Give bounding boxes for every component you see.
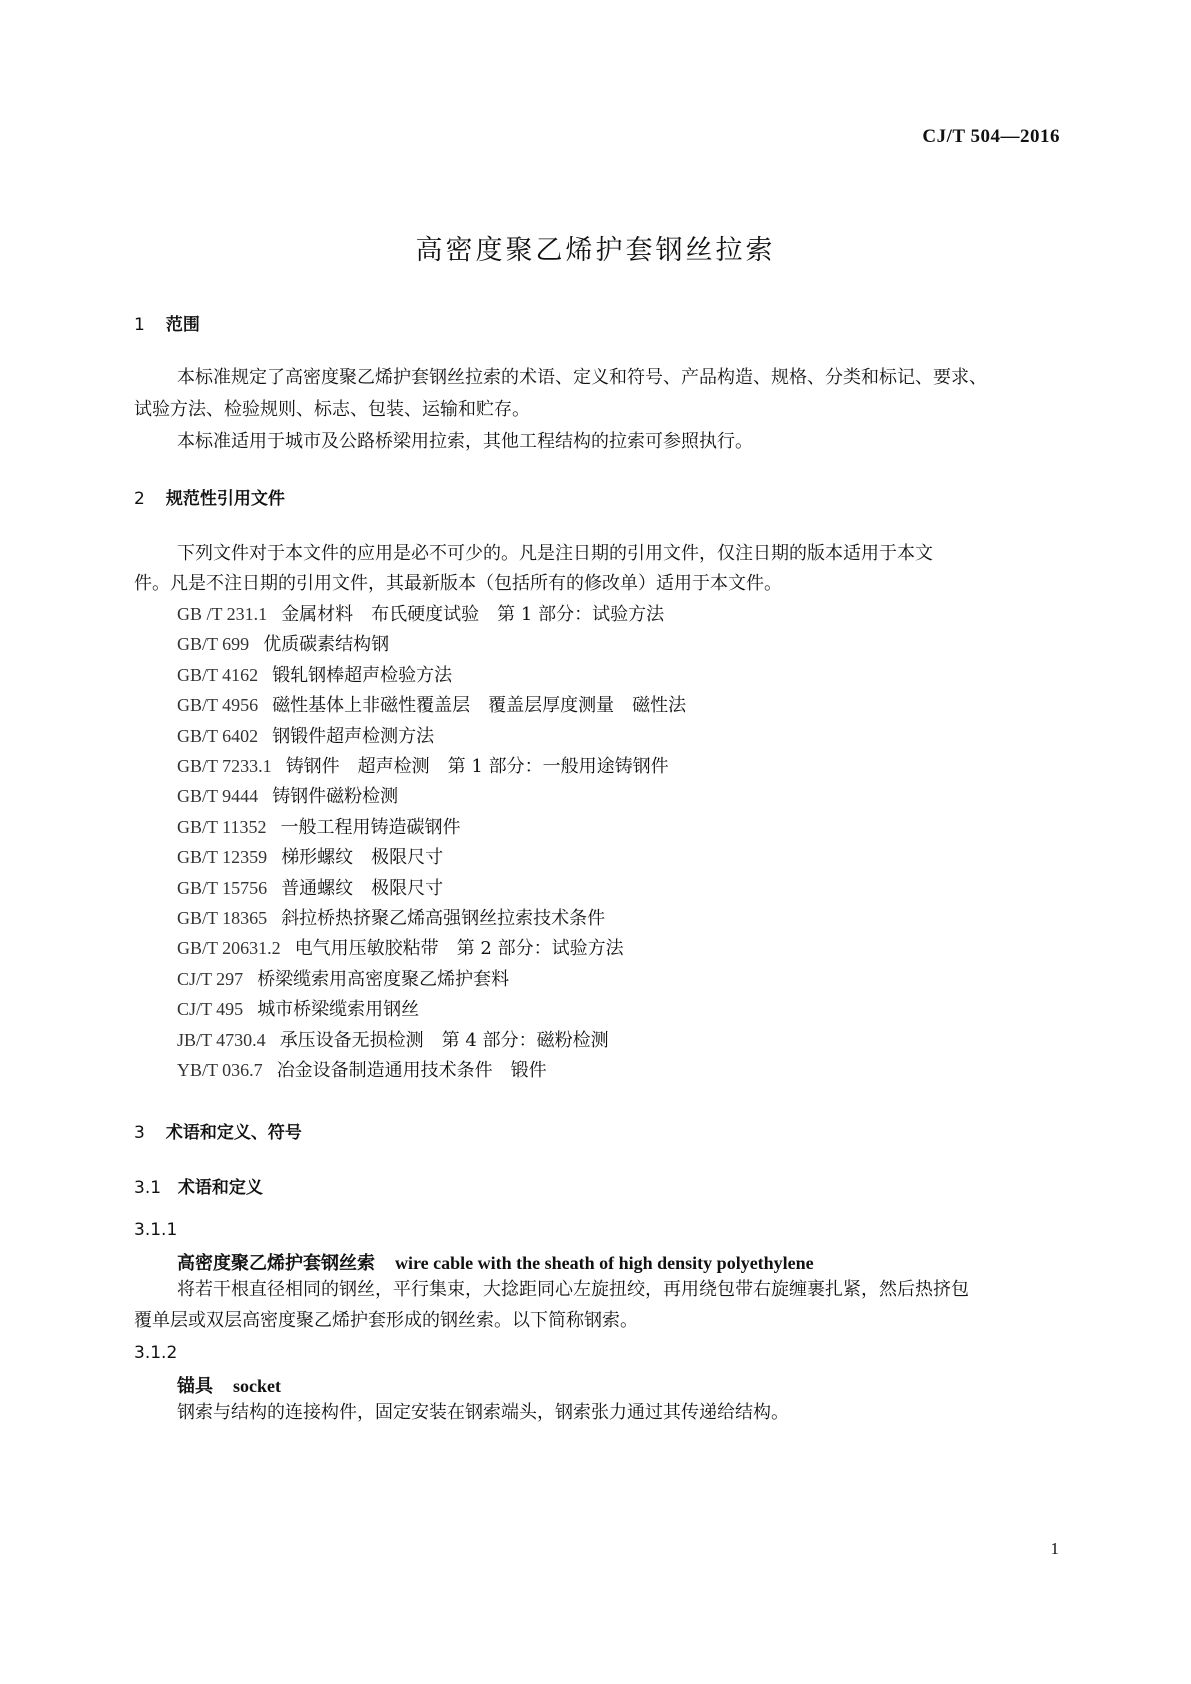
reference-title: 桥梁缆索用高密度聚乙烯护套料	[257, 968, 510, 990]
reference-code: GB/T 9444	[177, 786, 259, 807]
term-definition: 将若干根直径相同的钢丝，平行集束，大捻距同心左旋扭绞，再用绕包带右旋缠裹扎紧，然后热挤包	[177, 1279, 969, 1300]
section-number: 3	[134, 1123, 145, 1143]
reference-item	[177, 995, 419, 1021]
subsection-number: 3.1	[134, 1178, 162, 1198]
term-english: socket	[233, 1376, 281, 1396]
reference-code: GB/T 699	[177, 634, 250, 655]
reference-title: 锻轧钢棒超声检验方法	[272, 664, 453, 686]
reference-item	[177, 904, 605, 930]
reference-title: 梯形螺纹 极限尺寸	[281, 847, 444, 869]
section-1-heading	[134, 310, 200, 335]
term-definition: 钢索与结构的连接构件，固定安装在钢索端头，钢索张力通过其传递给结构。	[177, 1402, 789, 1423]
reference-code: GB/T 6402	[177, 725, 259, 746]
section-title: 范围	[165, 315, 200, 335]
reference-item	[177, 630, 389, 656]
term-entry	[177, 1372, 281, 1398]
reference-title: 冶金设备制造通用技术条件 锻件	[276, 1060, 547, 1081]
reference-code: GB/T 15756	[177, 877, 268, 898]
reference-item	[177, 874, 443, 900]
reference-item	[177, 1026, 609, 1052]
reference-title: 磁性基体上非磁性覆盖层 覆盖层厚度测量 磁性法	[272, 695, 687, 717]
reference-title: 金属材料 布氏硬度试验 第 1 部分：试验方法	[281, 604, 665, 625]
paragraph: 下列文件对于本文件的应用是必不可少的。凡是注日期的引用文件，仅注日期的版本适用于本文	[177, 543, 933, 564]
reference-code: CJ/T 495	[177, 999, 244, 1020]
term-definition-cont: 覆单层或双层高密度聚乙烯护套形成的钢丝索。以下简称钢索。	[134, 1310, 638, 1331]
reference-title: 铸钢件 超声检测 第 1 部分：一般用途铸钢件	[285, 756, 669, 777]
reference-code: CJ/T 297	[177, 968, 244, 989]
reference-code: GB/T 7233.1	[177, 756, 272, 776]
section-number: 2	[134, 489, 145, 509]
document-title: 高密度聚乙烯护套钢丝拉索	[415, 235, 776, 266]
reference-code: GB/T 20631.2	[177, 938, 281, 959]
reference-item	[177, 1056, 547, 1082]
subsection-3-1-heading	[134, 1173, 263, 1198]
reference-code: JB/T 4730.4	[177, 1029, 266, 1050]
reference-item	[177, 813, 461, 839]
section-3-heading	[134, 1118, 302, 1143]
standard-code: CJ/T 504—2016	[922, 126, 1060, 147]
term-chinese: 高密度聚乙烯护套钢丝索	[177, 1253, 375, 1274]
section-title: 术语和定义、符号	[165, 1123, 302, 1143]
reference-code: GB /T 231.1	[177, 604, 268, 624]
reference-item	[177, 782, 398, 808]
paragraph: 本标准规定了高密度聚乙烯护套钢丝拉索的术语、定义和符号、产品构造、规格、分类和标记、要求、	[177, 367, 987, 388]
paragraph-cont: 试验方法、检验规则、标志、包装、运输和贮存。	[134, 399, 530, 420]
subsection-title: 术语和定义	[177, 1178, 263, 1198]
reference-title: 普通螺纹 极限尺寸	[281, 877, 444, 899]
reference-item	[177, 752, 669, 778]
reference-title: 优质碳素结构钢	[263, 634, 390, 656]
section-title: 规范性引用文件	[165, 489, 285, 509]
reference-item	[177, 934, 624, 960]
reference-title: 斜拉桥热挤聚乙烯高强钢丝拉索技术条件	[281, 908, 606, 929]
reference-code: YB/T 036.7	[177, 1060, 263, 1080]
reference-code: GB/T 12359	[177, 847, 268, 868]
term-entry	[177, 1249, 814, 1275]
term-english: wire cable with the sheath of high density polyethylene	[395, 1253, 814, 1273]
reference-item	[177, 722, 434, 748]
reference-title: 一般工程用铸造碳钢件	[280, 816, 461, 838]
reference-title: 城市桥梁缆索用钢丝	[257, 999, 420, 1021]
paragraph: 本标准适用于城市及公路桥梁用拉索，其他工程结构的拉索可参照执行。	[177, 431, 753, 452]
reference-code: GB/T 4956	[177, 695, 259, 716]
reference-item	[177, 843, 443, 869]
section-number: 1	[134, 315, 145, 335]
reference-code: GB/T 4162	[177, 664, 259, 685]
reference-title: 钢锻件超声检测方法	[272, 725, 435, 747]
reference-title: 铸钢件磁粉检测	[272, 786, 399, 808]
page-number: 1	[1050, 1539, 1059, 1558]
section-2-heading	[134, 484, 285, 509]
reference-item	[177, 600, 664, 626]
reference-code: GB/T 18365	[177, 908, 268, 928]
reference-code: GB/T 11352	[177, 816, 267, 837]
term-number: 3.1.2	[134, 1343, 178, 1363]
term-number: 3.1.1	[134, 1220, 178, 1240]
reference-item	[177, 661, 452, 687]
reference-title: 电气用压敏胶粘带 第 2 部分：试验方法	[294, 938, 624, 960]
paragraph-cont: 件。凡是不注日期的引用文件，其最新版本（包括所有的修改单）适用于本文件。	[134, 573, 782, 594]
reference-item	[177, 691, 686, 717]
reference-item	[177, 965, 509, 991]
reference-title: 承压设备无损检测 第 4 部分：磁粉检测	[279, 1029, 609, 1051]
term-chinese: 锚具	[177, 1376, 213, 1397]
